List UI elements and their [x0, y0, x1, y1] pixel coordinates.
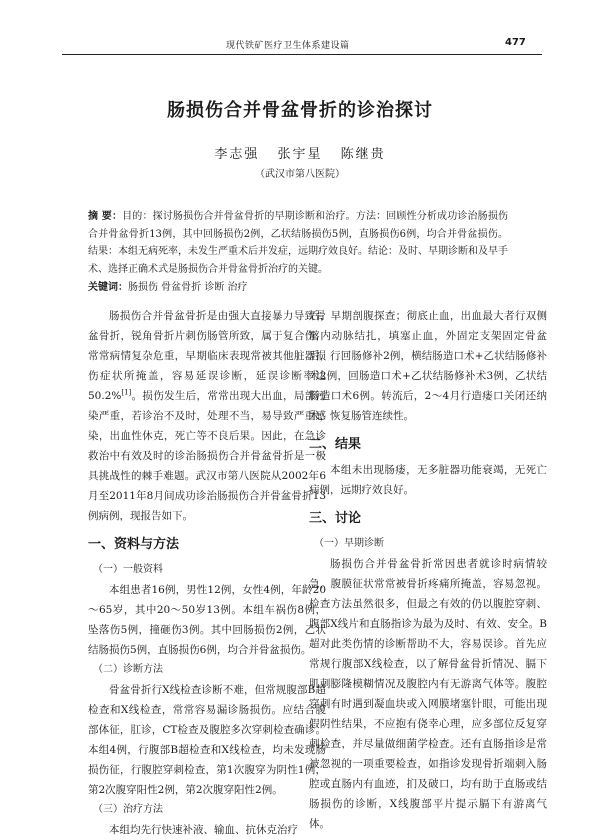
journal-name: 现代铁矿医疗卫生体系建设篇 — [226, 41, 350, 51]
abstract — [88, 208, 508, 278]
header-rule — [62, 54, 542, 55]
citation-ref: [1] — [121, 388, 132, 397]
treatment-paragraph-start: 本组均先行快速补液、输血、抗休克治疗 — [109, 824, 298, 836]
results-paragraph: 本组未出现肠瘘，无多脏器功能衰竭，无死亡病例，远期疗效良好。 — [309, 464, 547, 496]
affiliation: （武汉市第八医院） — [255, 169, 345, 180]
intro-paragraph — [88, 306, 326, 526]
subsection-heading-treatment: （三）治疗方法 — [93, 804, 163, 815]
abstract-text: 目的：探讨肠损伤合并骨盆骨折的早期诊断和治疗。方法：回顾性分析成功诊治肠损伤合并骨盆骨折13例，其中回肠损伤2例，乙状结肠损伤5例，直肠损伤6例，均合并骨盆损伤。结果：本组无病死率，未发生严重术后并发症，远期疗效良好。结论：及时、早期诊断和及早手术、选择正确术式是肠损伤合并骨盆骨折治疗的关键。 — [88, 211, 509, 275]
authors: 李志强 张宇星 陈继贵 — [214, 147, 386, 162]
discussion-paragraph: 肠损伤合并骨盆骨折常因患者就诊时病情较急，腹膜征状常常被骨折疼痛所掩盖，容易忽视。检查方法虽然很多，但最之有效的仍以腹腔穿刺、腹部X线片和直肠指诊为最为及时、有效、安全。B超对此类伤情的诊断帮助不大，容易误诊。首先应常规行腹部X线检查，以了解骨盆骨折情况、膈下肌刺膨隆模糊情况及腹腔内有无游离气体等。腹腔穿刺有时遇到凝血块或入网膜堵塞针眼，可能出现假阴性结果，不应抱有侥幸心理，应多部位反复穿刺检查，并尽量做细菌学检查。还有直肠指诊是常被忽视的一项重要检查，如指诊发现骨折端刺入肠腔或直肠内有血迹，扪及破口，均有助于直肠或结肠损伤的诊断，X线腹部平片提示膈下有游离气体。 — [309, 558, 547, 830]
treatment-paragraph-cont: 后，早期剖腹探查；彻底止血，出血最大者行双侧髂内动脉结扎，填塞止血，外固定支架固定骨盆后，行回肠修补2例，横结肠造口术+乙状结肠修补术2例，回肠造口术+乙状结肠修补术3例，乙状结肠造口术6例。转流后，2～4月行造瘘口关闭还纳术，恢复肠管连续性。 — [309, 310, 547, 422]
abstract-label: 摘 要： — [88, 211, 123, 222]
keywords-text: 肠损伤 骨盆骨折 诊断 治疗 — [128, 282, 248, 293]
keywords-label: 关键词： — [88, 282, 128, 293]
general-data-paragraph: 本组患者16例，男性12例，女性4例，年龄20～65岁，其中20～50岁13例。本组车祸伤8例，坠落伤5例，撞砸伤3例。其中回肠损伤2例，乙状结肠损伤5例，直肠损伤6例，均合并骨盆损伤。 — [88, 584, 326, 656]
section-heading-discussion: 三、讨论 — [309, 511, 362, 526]
keywords — [88, 280, 508, 296]
article-title: 肠损伤合并骨盆骨折的诊治探讨 — [167, 100, 433, 121]
intro-text: 肠损伤合并骨盆骨折是由强大直接暴力导致骨盆骨折，锐角骨折片刺伤肠管所致，属于复合伤，常常病情复杂危重，早期临床表现常被其他脏器损伤症状所掩盖，容易延误诊断，延误诊断率达50.2% — [88, 310, 326, 402]
right-column — [309, 306, 547, 834]
subsection-heading-early-diagnosis: （一）早期诊断 — [314, 538, 384, 549]
section-heading-results: 二、结果 — [309, 437, 362, 452]
subsection-heading-diagnosis: （二）诊断方法 — [93, 664, 163, 675]
section-heading-materials: 一、资料与方法 — [88, 537, 180, 552]
subsection-heading-general: （一）一般资料 — [93, 564, 163, 575]
intro-text-cont: 。损伤发生后，常常出现大出血，局部污染严重，若诊治不及时，处理不当，易导致严重感染，出血性休克，死亡等不良后果。因此，在急诊救治中有效及时的诊治肠损伤合并骨盆骨折是一极具挑战性的棘手难题。武汉市第八医院从2002年6月至2011年8月间成功诊治肠损伤合并骨盆骨折13例病例，现报告如下。 — [88, 390, 326, 522]
running-head — [0, 38, 600, 52]
page-number: 477 — [505, 37, 526, 48]
left-column — [88, 306, 326, 840]
diagnosis-method-paragraph: 骨盆骨折行X线检查诊断不难，但常规腹部B超检查和X线检查，常常容易漏诊肠损伤。应结合腹部体征，肛诊，CT检查及腹腔多次穿刺检查确诊。本组4例，行腹部B超检查和X线检查，均未发现肠损伤征，行腹腔穿刺检查，第1次腹穿为阴性1例，第2次腹穿阳性2例，第2次腹穿阳性2例。 — [88, 684, 326, 796]
